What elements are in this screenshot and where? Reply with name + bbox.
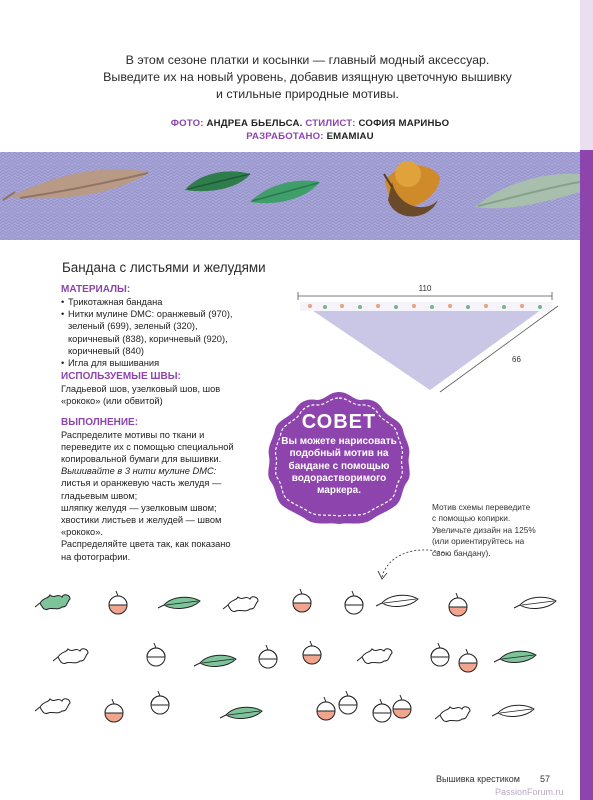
tip-line: Вы можете нарисовать <box>281 436 397 447</box>
design-value: EMAMIAU <box>326 131 374 142</box>
execution-line: листья и оранжевую часть желудя — <box>61 478 222 489</box>
material-item-cont: коричневый (840) <box>68 345 144 356</box>
instructions-column <box>61 282 276 563</box>
execution-line: копировальной бумаги для вышивки. <box>61 454 222 465</box>
note-line: с помощью копирки. <box>432 513 511 524</box>
section-title: Бандана с листьями и желудями <box>62 260 266 275</box>
intro-line-3: и стильные природные мотивы. <box>216 87 399 101</box>
intro-text <box>80 52 535 103</box>
stitches-line: «рококо» (или обвитой) <box>61 396 163 407</box>
note-line: (или ориентируйтесь на <box>432 536 525 547</box>
execution-line: Распределяйте цвета так, как показано <box>61 539 231 550</box>
arrow-icon <box>382 550 450 577</box>
stitches-heading: ИСПОЛЬЗУЕМЫЕ ШВЫ: <box>61 371 181 383</box>
embroidery-photo <box>0 152 580 240</box>
execution-line: «рококо». <box>61 527 103 538</box>
pattern-row-1 <box>35 589 556 616</box>
note-line: Увеличьте дизайн на 125% <box>432 524 536 535</box>
width-dimension-label: 110 <box>418 284 432 293</box>
note-line: свою бандану). <box>432 547 491 558</box>
note-line: Мотив схемы переведите <box>432 502 531 512</box>
material-item-cont: коричневый (838), коричневый (920), <box>68 333 228 344</box>
execution-italic-line: Вышивайте в 3 нити мулине DMC: <box>61 466 217 477</box>
tip-line: подобный мотив на <box>289 448 389 460</box>
stylist-label: СТИЛИСТ: <box>305 118 356 129</box>
execution-line: Распределите мотивы по ткани и <box>61 429 205 440</box>
side-strip-top <box>580 0 593 150</box>
pattern-row-2 <box>53 641 536 672</box>
execution-line: на фотографии. <box>61 551 131 562</box>
execution-line: шляпку желудя — узелковым швом; <box>61 502 217 513</box>
side-accent-bar <box>580 150 593 800</box>
materials-heading: МАТЕРИАЛЫ: <box>61 284 131 295</box>
execution-heading: ВЫПОЛНЕНИЕ: <box>61 416 139 428</box>
execution-line: хвостики листьев и желудей — швом <box>61 515 222 526</box>
pattern-row-3 <box>35 691 534 722</box>
intro-line-1: В этом сезоне платки и косынки — главный модный аксессуар. <box>125 53 490 67</box>
photo-label: ФОТО: <box>170 118 204 129</box>
material-item: • Трикотажная бандана <box>61 296 276 308</box>
page-number: 57 <box>540 774 551 784</box>
embroidery-pattern <box>30 545 575 755</box>
tip-body <box>275 436 403 497</box>
watermark: PassionForum.ru <box>495 787 564 797</box>
tip-title: СОВЕТ <box>301 411 377 433</box>
material-item: • Нитки мулине DMC: оранжевый (970), <box>61 308 276 320</box>
stitches-line: Гладьевой шов, узелковый шов, шов <box>61 384 221 395</box>
bandana-diagram <box>290 280 560 395</box>
credits <box>100 117 520 143</box>
execution-line: гладьевым швом; <box>61 490 138 501</box>
execution-line: переведите их с помощью специальной <box>61 441 234 452</box>
intro-line-2: Выведите их на новый уровень, добавив изящную цветочную вышивку <box>103 70 512 84</box>
side-dimension-label: 66 <box>512 355 521 364</box>
material-item: • Игла для вышивания <box>61 357 276 369</box>
photo-value: АНДРЕА БЬЕЛЬСА. <box>206 118 303 129</box>
tip-line: маркера. <box>317 485 361 497</box>
tip-badge <box>265 388 413 528</box>
design-label: РАЗРАБОТАНО: <box>246 131 324 142</box>
footer-magazine-title: Вышивка крестиком <box>436 774 520 784</box>
tip-line: водорастворимого <box>291 472 387 484</box>
material-item-cont: зеленый (699), зеленый (320), <box>68 321 198 332</box>
stylist-value: СОФИЯ МАРИНЬО <box>358 118 450 129</box>
tip-line: бандане с помощью <box>288 460 390 472</box>
